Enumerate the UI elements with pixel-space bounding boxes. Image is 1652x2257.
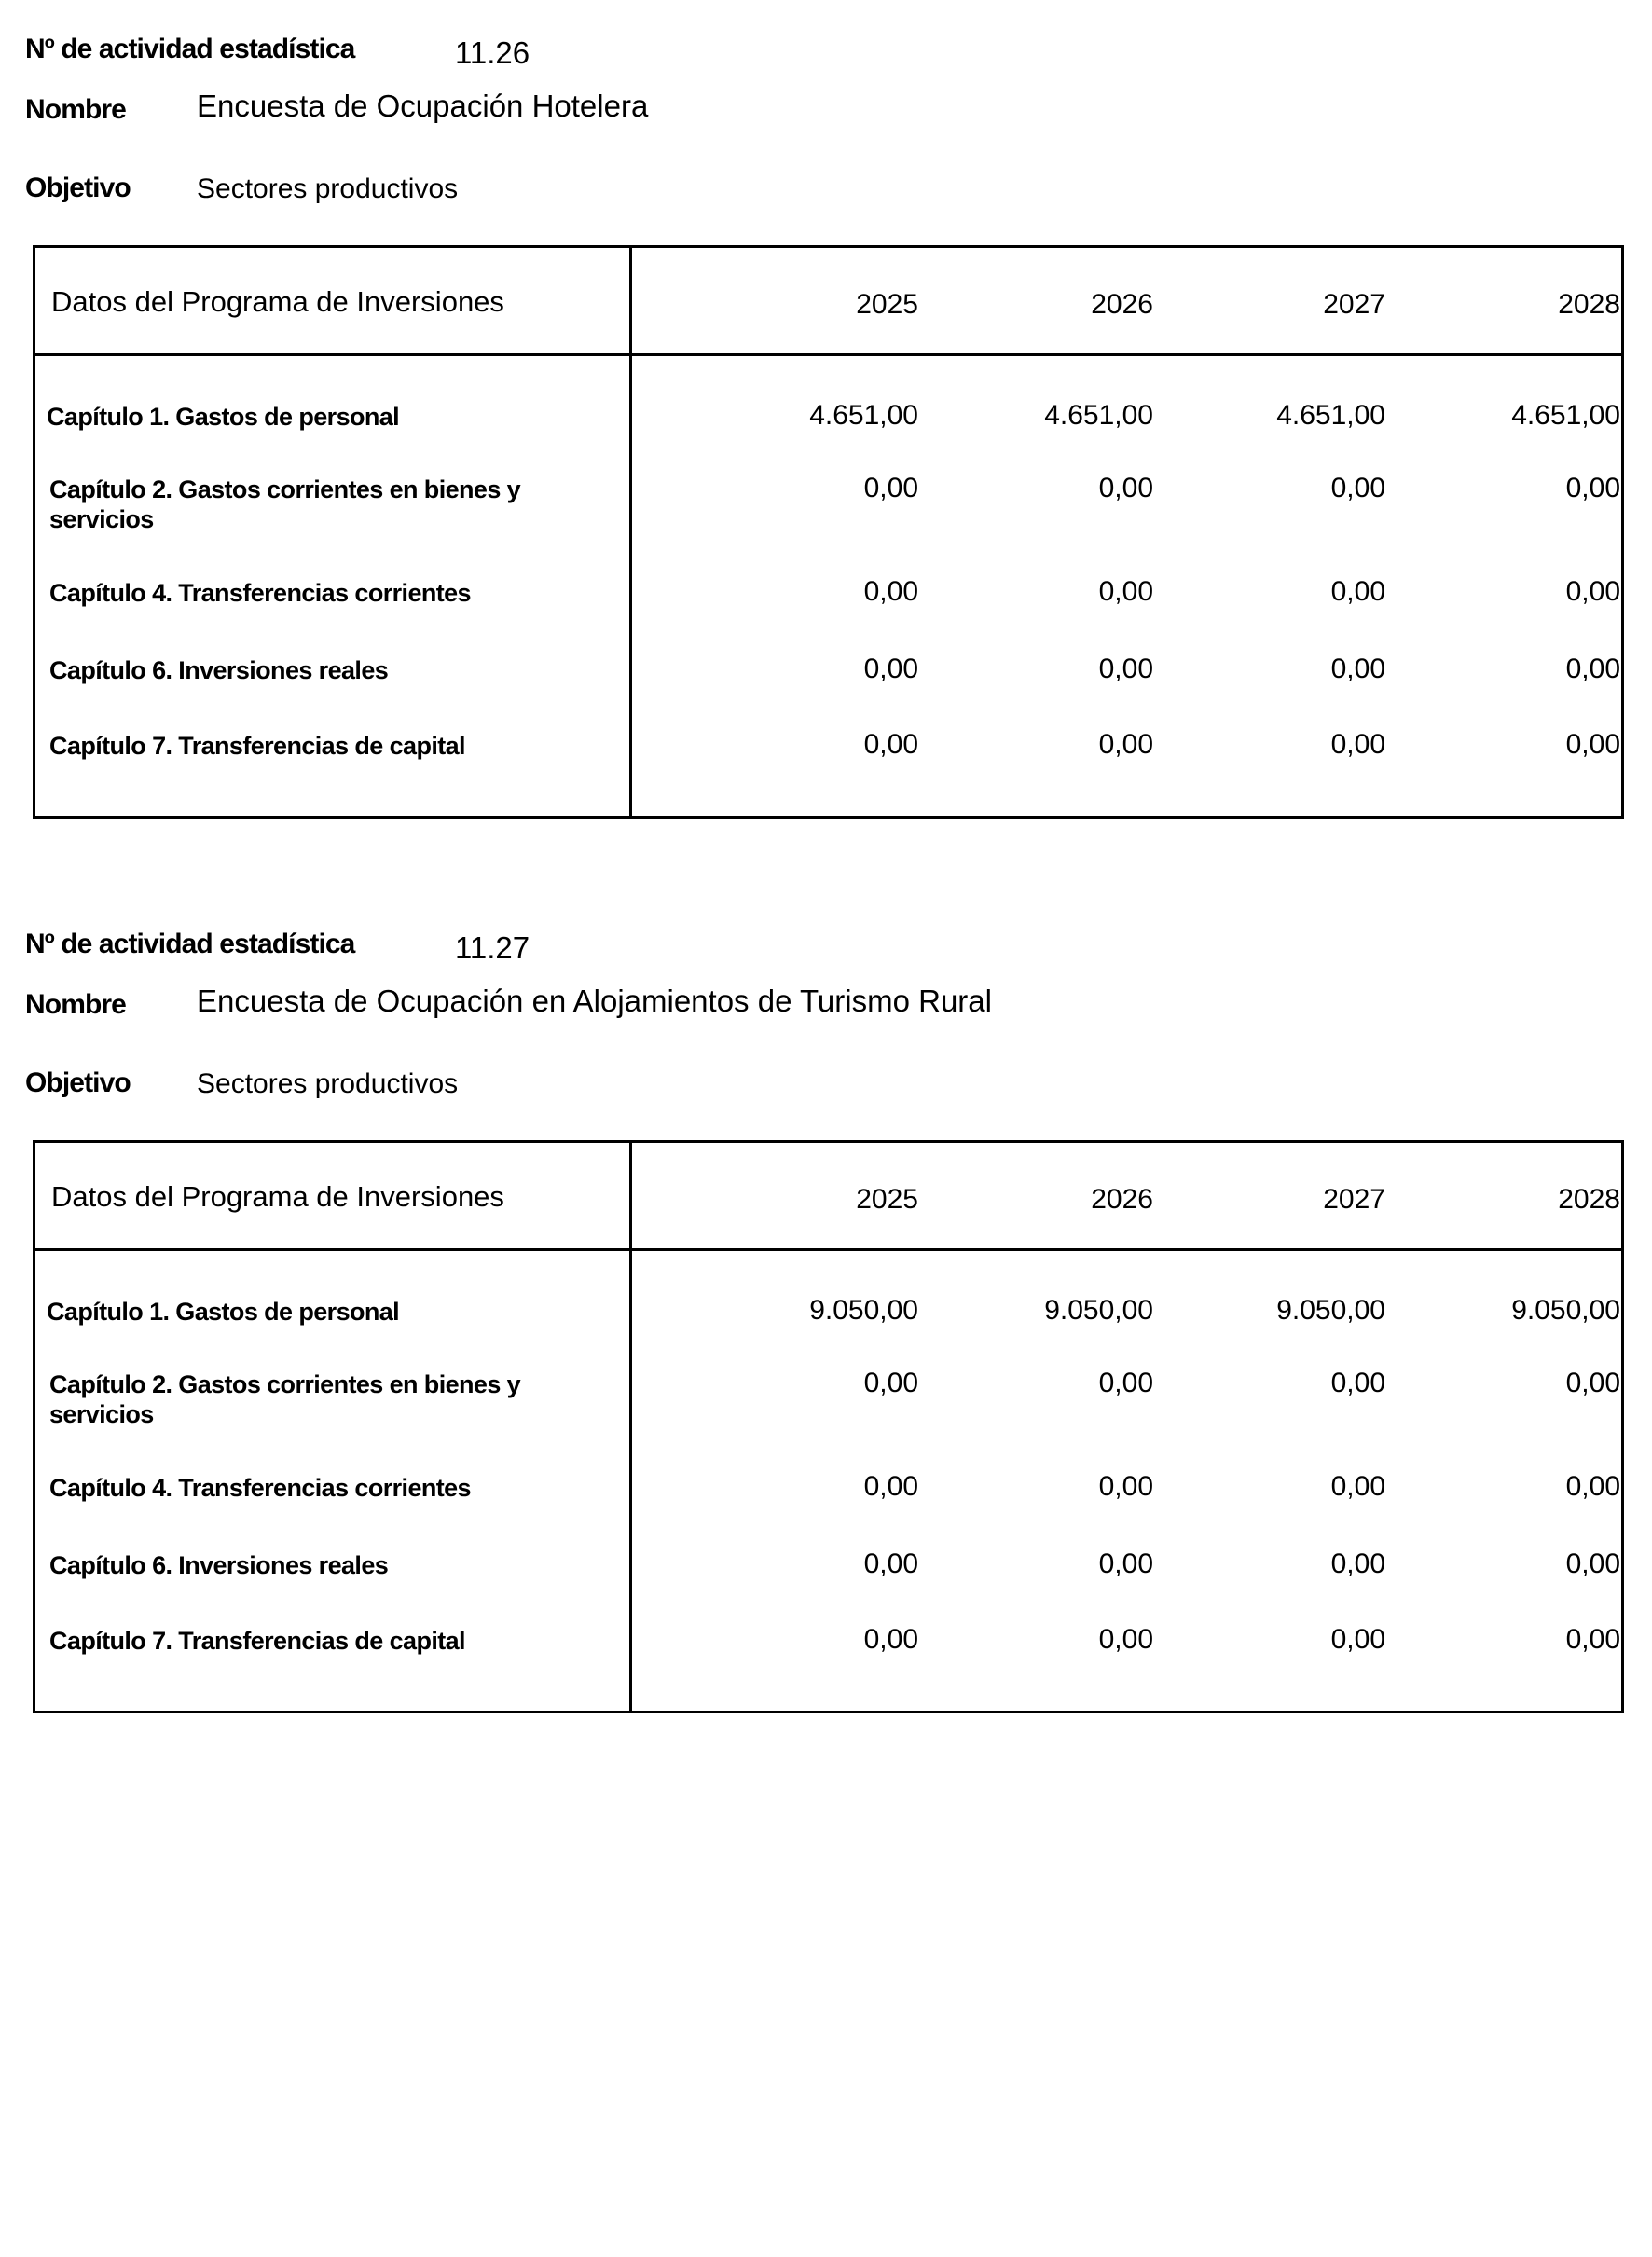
activity-section xyxy=(0,0,1652,858)
row-label-capitulo-4: Capítulo 4. Transferencias corrientes xyxy=(49,1474,471,1502)
name-value: Encuesta de Ocupación Hotelera xyxy=(197,89,649,123)
table-cell: 0,00 xyxy=(1098,1548,1153,1579)
year-header-2026: 2026 xyxy=(1091,289,1153,320)
year-header-2027: 2027 xyxy=(1323,1184,1385,1215)
activity-number-label: Nº de actividad estadística xyxy=(25,34,355,64)
table-header-divider xyxy=(35,353,1621,356)
table-cell: 0,00 xyxy=(863,1471,918,1502)
row-label-capitulo-6: Capítulo 6. Inversiones reales xyxy=(49,656,389,684)
objective-value: Sectores productivos xyxy=(197,173,459,204)
table-cell: 0,00 xyxy=(1565,1368,1620,1398)
table-header-label: Datos del Programa de Inversiones xyxy=(51,1180,504,1213)
table-cell: 0,00 xyxy=(863,729,918,760)
table-cell: 0,00 xyxy=(1098,576,1153,607)
year-header-2025: 2025 xyxy=(856,1184,918,1215)
row-label-capitulo-7: Capítulo 7. Transferencias de capital xyxy=(49,1627,465,1655)
table-cell: 0,00 xyxy=(863,1368,918,1398)
table-cell: 4.651,00 xyxy=(1044,400,1153,431)
year-header-2028: 2028 xyxy=(1558,1184,1620,1215)
table-cell: 0,00 xyxy=(1565,576,1620,607)
table-cell: 0,00 xyxy=(1098,729,1153,760)
table-cell: 0,00 xyxy=(1098,1368,1153,1398)
objective-value: Sectores productivos xyxy=(197,1068,459,1099)
table-cell: 4.651,00 xyxy=(1276,400,1385,431)
year-header-2025: 2025 xyxy=(856,289,918,320)
row-label-capitulo-2: Capítulo 2. Gastos corrientes en bienes y servicios xyxy=(49,1370,521,1428)
table-cell: 0,00 xyxy=(1098,654,1153,684)
table-cell: 0,00 xyxy=(863,654,918,684)
investment-table xyxy=(33,1140,1624,1713)
year-header-2027: 2027 xyxy=(1323,289,1385,320)
table-cell: 4.651,00 xyxy=(809,400,918,431)
table-cell: 0,00 xyxy=(1565,473,1620,503)
table-header-divider xyxy=(35,1248,1621,1251)
row-label-capitulo-4: Capítulo 4. Transferencias corrientes xyxy=(49,579,471,607)
row-label-capitulo-1: Capítulo 1. Gastos de personal xyxy=(47,403,400,431)
activity-number-value: 11.27 xyxy=(455,930,530,965)
table-cell: 9.050,00 xyxy=(1276,1295,1385,1326)
objective-label: Objetivo xyxy=(25,172,131,203)
table-cell: 9.050,00 xyxy=(1511,1295,1620,1326)
table-cell: 4.651,00 xyxy=(1511,400,1620,431)
row-label-capitulo-2: Capítulo 2. Gastos corrientes en bienes y servicios xyxy=(49,475,521,533)
row-label-capitulo-7: Capítulo 7. Transferencias de capital xyxy=(49,732,465,760)
year-header-2026: 2026 xyxy=(1091,1184,1153,1215)
table-cell: 0,00 xyxy=(1330,729,1385,760)
table-column-divider xyxy=(629,1143,632,1711)
table-cell: 0,00 xyxy=(1330,1471,1385,1502)
table-cell: 0,00 xyxy=(1098,1624,1153,1655)
table-cell: 0,00 xyxy=(863,1624,918,1655)
objective-label: Objetivo xyxy=(25,1067,131,1098)
table-cell: 9.050,00 xyxy=(1044,1295,1153,1326)
table-cell: 0,00 xyxy=(1330,576,1385,607)
activity-section xyxy=(0,895,1652,1753)
table-cell: 0,00 xyxy=(863,1548,918,1579)
table-header-label: Datos del Programa de Inversiones xyxy=(51,285,504,318)
activity-number-value: 11.26 xyxy=(455,35,530,70)
table-cell: 0,00 xyxy=(1565,1624,1620,1655)
table-column-divider xyxy=(629,248,632,816)
name-label: Nombre xyxy=(25,989,126,1020)
table-cell: 0,00 xyxy=(1098,473,1153,503)
table-cell: 0,00 xyxy=(1330,1548,1385,1579)
table-cell: 0,00 xyxy=(1565,654,1620,684)
investment-table xyxy=(33,245,1624,819)
table-cell: 0,00 xyxy=(1098,1471,1153,1502)
table-cell: 0,00 xyxy=(1330,1624,1385,1655)
table-cell: 0,00 xyxy=(1565,1548,1620,1579)
table-cell: 0,00 xyxy=(1330,473,1385,503)
table-cell: 0,00 xyxy=(1565,729,1620,760)
table-cell: 0,00 xyxy=(863,576,918,607)
name-value: Encuesta de Ocupación en Alojamientos de Turismo Rural xyxy=(197,984,992,1018)
table-cell: 0,00 xyxy=(1330,1368,1385,1398)
name-label: Nombre xyxy=(25,94,126,125)
row-label-capitulo-6: Capítulo 6. Inversiones reales xyxy=(49,1551,389,1579)
activity-number-label: Nº de actividad estadística xyxy=(25,929,355,959)
table-cell: 9.050,00 xyxy=(809,1295,918,1326)
table-cell: 0,00 xyxy=(1565,1471,1620,1502)
table-cell: 0,00 xyxy=(1330,654,1385,684)
table-cell: 0,00 xyxy=(863,473,918,503)
year-header-2028: 2028 xyxy=(1558,289,1620,320)
row-label-capitulo-1: Capítulo 1. Gastos de personal xyxy=(47,1298,400,1326)
